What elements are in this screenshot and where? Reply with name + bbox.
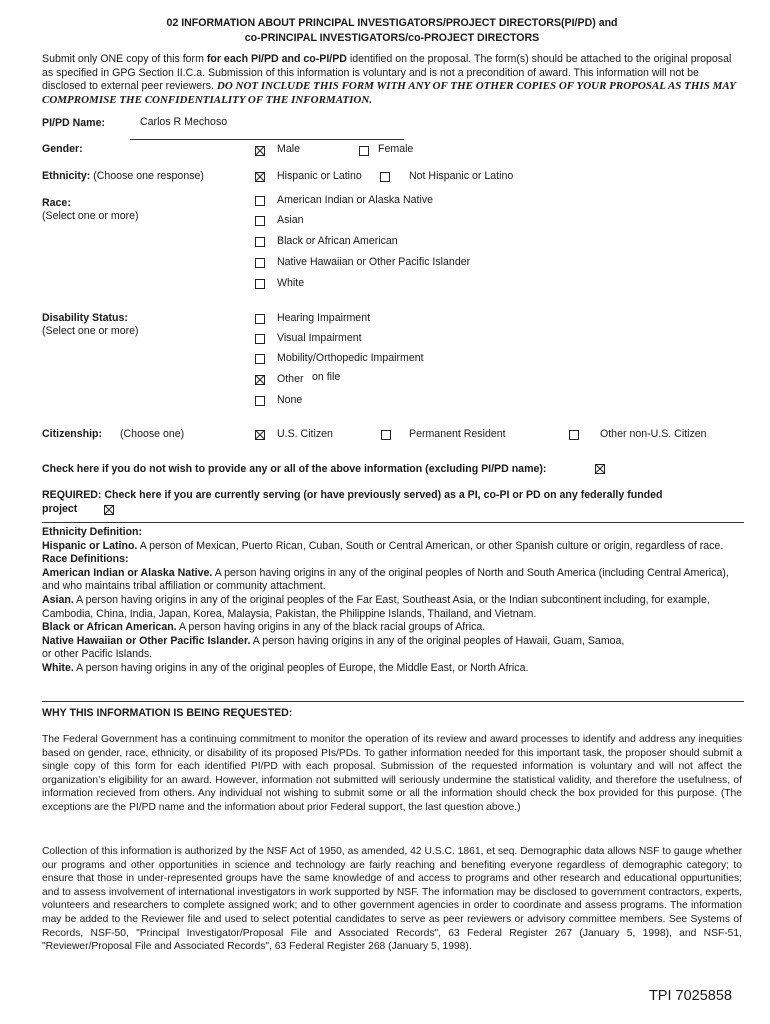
required-label-line1: REQUIRED: Check here if you are currently serving (or have previously served) as a PI, co-PI or PD on any federally funded xyxy=(42,489,663,501)
citizenship-other-label: Other non-U.S. Citizen xyxy=(600,428,707,440)
race-asian-label: Asian xyxy=(277,214,304,226)
ethnicity-hispanic-checkbox[interactable] xyxy=(255,172,265,182)
disability-other-label: Other xyxy=(277,373,304,385)
hispanic-definition: Hispanic or Latino. A person of Mexican, Puerto Rican, Cuban, South or Central American, or other Spanish culture or origin, regardless of race. xyxy=(42,539,724,552)
race-black-checkbox[interactable] xyxy=(255,237,265,247)
decline-checkbox[interactable] xyxy=(595,464,605,474)
race-aian-checkbox[interactable] xyxy=(255,196,265,206)
form-title-line2: co-PRINCIPAL INVESTIGATORS/co-PROJECT DIRECTORS xyxy=(244,32,540,44)
ethnicity-label-group: Ethnicity: (Choose one response) xyxy=(42,170,204,182)
why-heading: WHY THIS INFORMATION IS BEING REQUESTED: xyxy=(42,707,293,719)
disability-hearing-label: Hearing Impairment xyxy=(277,312,371,324)
race-definitions-heading: Race Definitions: xyxy=(42,553,129,566)
gender-female-checkbox[interactable] xyxy=(359,146,369,156)
disability-hearing-checkbox[interactable] xyxy=(255,314,265,324)
ethnicity-not-hispanic-label: Not Hispanic or Latino xyxy=(409,170,514,182)
required-label-line2: project xyxy=(42,503,78,515)
disability-mobility-label: Mobility/Orthopedic Impairment xyxy=(277,352,424,364)
citizenship-label: Citizenship: xyxy=(42,428,103,440)
definitions-block xyxy=(42,526,742,676)
ethnicity-definition-heading: Ethnicity Definition: xyxy=(42,526,143,538)
race-aian-label: American Indian or Alaska Native xyxy=(277,194,434,206)
white-definition: White. A person having origins in any of the original peoples of Europe, the Middle East, or North Africa. xyxy=(42,661,529,674)
disability-visual-checkbox[interactable] xyxy=(255,334,265,344)
intro-paragraph: Submit only ONE copy of this form for each PI/PD and co-PI/PD identified on the proposal. The form(s) should be attached to the original proposal as specified in GPG Section II.C.a. Submission of this information is voluntary and is not a precondition of award. This information will not be disclosed to external peer reviewers. DO NOT INCLUDE THIS FORM WITH ANY OF THE OTHER COPIES OF YOUR PROPOSAL AS THIS MAY COMPROMISE THE CONFIDENTIALITY OF THE INFORMATION. xyxy=(42,53,736,106)
asian-definition: Asian. A person having origins in any of the original peoples of the Far East, Southeast Asia, or the Indian subcontinent including, for example, Cambodia, China, India, Japan, Korea, Malaysia, Pakistan, the Philippine Islands, Thailand, and Vietnam. xyxy=(42,593,710,620)
race-nhpi-label: Native Hawaiian or Other Pacific Islander xyxy=(277,256,471,268)
race-hint: (Select one or more) xyxy=(42,210,139,222)
pi-name-field-line[interactable] xyxy=(130,127,404,140)
nhpi-definition: Native Hawaiian or Other Pacific Islander. A person having origins in any of the original peoples of Hawaii, Guam, Samoa, or other Pacific Islands. xyxy=(42,634,625,661)
gender-female-label: Female xyxy=(378,143,414,155)
ethnicity-hispanic-label: Hispanic or Latino xyxy=(277,170,362,182)
ethnicity-not-hispanic-checkbox[interactable] xyxy=(380,172,390,182)
race-nhpi-checkbox[interactable] xyxy=(255,258,265,268)
citizenship-us-label: U.S. Citizen xyxy=(277,428,333,440)
disability-none-label: None xyxy=(277,394,303,406)
citizenship-other-checkbox[interactable] xyxy=(569,430,579,440)
divider-top xyxy=(42,522,744,523)
disability-other-value[interactable]: on file xyxy=(312,371,341,383)
form-title-line1: 02 INFORMATION ABOUT PRINCIPAL INVESTIGATORS/PROJECT DIRECTORS(PI/PD) and xyxy=(166,17,618,29)
race-asian-checkbox[interactable] xyxy=(255,216,265,226)
aian-definition: American Indian or Alaska Native. A person having origins in any of the original peoples of North and South America (including Central America), and who maintains tribal affiliation or community attachment. xyxy=(42,566,729,593)
gender-label: Gender: xyxy=(42,143,83,155)
pi-name-label: PI/PD Name: xyxy=(42,117,105,129)
gender-male-label: Male xyxy=(277,143,300,155)
race-label: Race: xyxy=(42,197,71,209)
why-paragraph-1: The Federal Government has a continuing commitment to monitor the operation of its review and award processes to identify and address any inequities based on gender, race, ethnicity, or disability of its proposed PIs/PDs. To gather information needed for this important task, the proposer should submit a single copy of this form for each identified PI/PD with each proposal. Submission of the requested information is voluntary and will not affect the organization’s eligibility for an award. However, information not submitted will seriously undermine the statistical validity, and therefore the usefulness, of information recieved from others. Any individual not wishing to submit some or all the information should check the box provided for this purpose. (The exceptions are the PI/PD name and the information about prior Federal support, the last question above.) xyxy=(42,734,742,813)
decline-label: Check here if you do not wish to provide any or all of the above information (excluding PI/PD name): xyxy=(42,463,547,475)
citizenship-us-checkbox[interactable] xyxy=(255,430,265,440)
race-white-checkbox[interactable] xyxy=(255,279,265,289)
gender-male-checkbox[interactable] xyxy=(255,146,265,156)
divider-middle xyxy=(42,701,744,702)
form-footer-code: TPI 7025858 xyxy=(648,988,732,1004)
race-white-label: White xyxy=(277,277,305,289)
required-checkbox[interactable] xyxy=(104,505,114,515)
disability-label: Disability Status: xyxy=(42,312,128,324)
pi-name-value[interactable]: Carlos R Mechoso xyxy=(140,116,228,128)
citizenship-permanent-label: Permanent Resident xyxy=(409,428,506,440)
black-definition: Black or African American. A person having origins in any of the black racial groups of Africa. xyxy=(42,621,486,634)
citizenship-hint: (Choose one) xyxy=(120,428,185,440)
disability-mobility-checkbox[interactable] xyxy=(255,354,265,364)
disability-none-checkbox[interactable] xyxy=(255,396,265,406)
disability-visual-label: Visual Impairment xyxy=(277,332,362,344)
race-black-label: Black or African American xyxy=(277,235,398,247)
why-paragraph-2: Collection of this information is authorized by the NSF Act of 1950, as amended, 42 U.S.C. 1861, et seq. Demographic data allows NSF to gauge whether our programs and other opportunities in science and technology are fairly reaching and benefiting everyone regardless of demographic category; to ensure that those in under-represented groups have the same knowledge of and access to programs and other research and educational oppurtunities; and to assess involvement of international investigators in work supported by NSF. The information may be disclosed to government contractors, experts, volunteers and researchers to complete assigned work; and to other government agencies in order to coordinate and assess programs. The information may be added to the Reviewer file and used to select potential candidates to serve as peer reviewers or advisory committee members. See Systems of Records, NSF-50, "Principal Investigator/Proposal File and Associated Records", 63 Federal Register 267 (January 5, 1998), and NSF-51, "Reviewer/Proposal File and Associated Records", 63 Federal Register 268 (January 5, 1998). xyxy=(42,846,742,953)
citizenship-permanent-checkbox[interactable] xyxy=(381,430,391,440)
disability-hint: (Select one or more) xyxy=(42,325,139,337)
disability-other-checkbox[interactable] xyxy=(255,375,265,385)
